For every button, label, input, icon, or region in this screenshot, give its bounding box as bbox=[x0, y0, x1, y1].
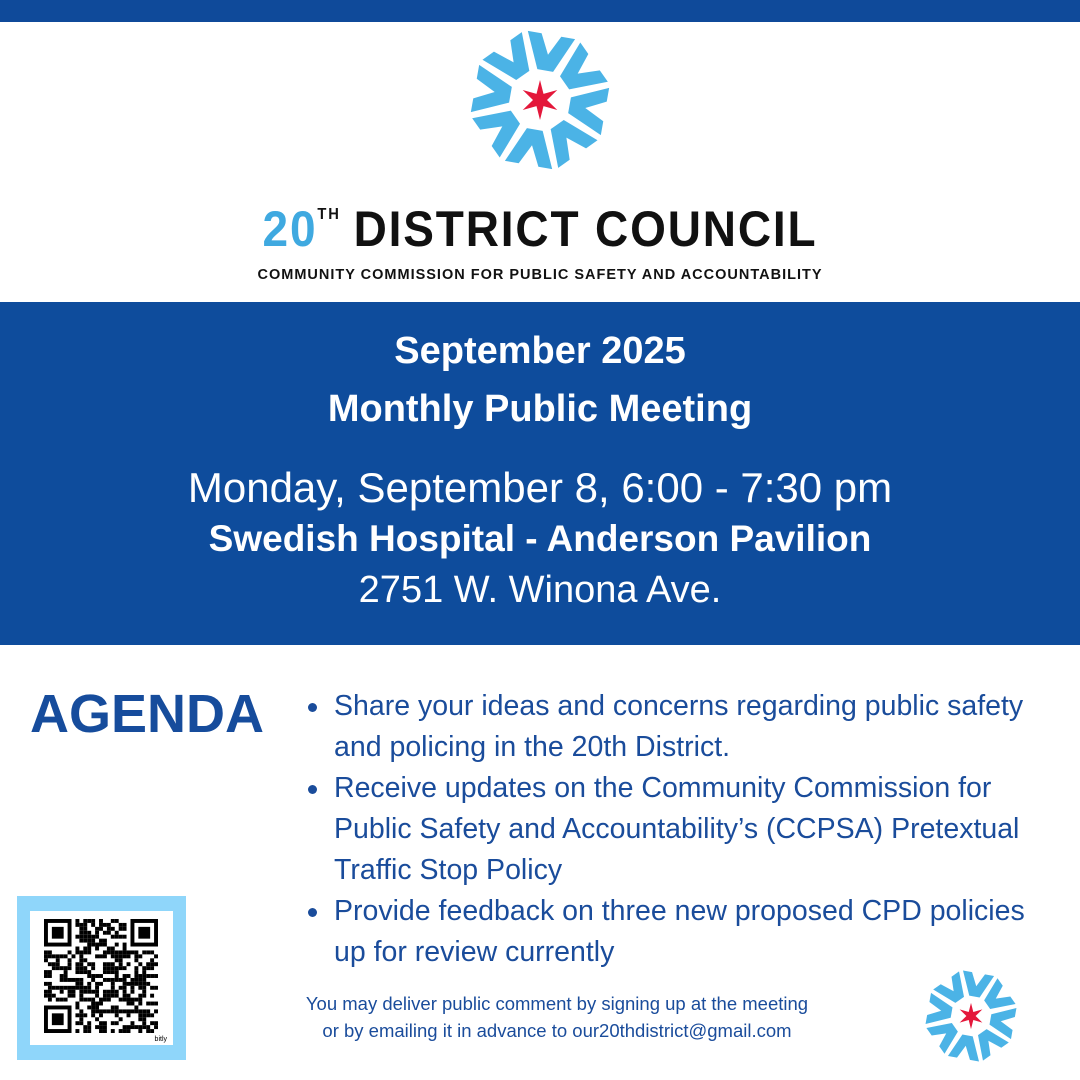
council-logo-small-icon bbox=[925, 970, 1017, 1062]
event-datetime: Monday, September 8, 6:00 - 7:30 pm bbox=[187, 464, 893, 511]
title-text: DISTRICT COUNCIL bbox=[353, 201, 818, 257]
council-logo-icon bbox=[470, 30, 610, 170]
top-bar bbox=[0, 0, 1080, 22]
qr-code-frame[interactable] bbox=[17, 896, 186, 1060]
district-number: 20 bbox=[262, 201, 318, 257]
agenda-item: Receive updates on the Community Commission for Public Safety and Accountability’s (CCPSA) Pretextual Traffic Stop Policy bbox=[310, 768, 1070, 891]
event-name: Monthly Public Meeting bbox=[327, 388, 753, 430]
district-suffix: TH bbox=[317, 206, 341, 223]
footer-line-1: You may deliver public comment by signing up at the meeting bbox=[305, 993, 809, 1014]
footer-email-line[interactable]: or by emailing it in advance to our20thdistrict@gmail.com bbox=[322, 1020, 792, 1041]
subtitle: COMMUNITY COMMISSION FOR PUBLIC SAFETY AND ACCOUNTABILITY bbox=[257, 267, 823, 283]
event-venue: Swedish Hospital - Anderson Pavilion bbox=[208, 518, 872, 559]
agenda-heading: AGENDA bbox=[30, 684, 265, 744]
agenda-item: Share your ideas and concerns regarding public safety and policing in the 20th District. bbox=[310, 686, 1070, 768]
event-address: 2751 W. Winona Ave. bbox=[358, 569, 722, 611]
qr-brand: bitly bbox=[154, 1036, 167, 1043]
qr-code[interactable] bbox=[44, 919, 158, 1033]
page-title bbox=[43, 200, 1037, 258]
public-comment-note bbox=[200, 990, 914, 1044]
agenda-item: Provide feedback on three new proposed CPD policies up for review currently bbox=[310, 891, 1070, 973]
event-month-year: September 2025 bbox=[394, 330, 686, 372]
agenda-list bbox=[310, 686, 1070, 973]
